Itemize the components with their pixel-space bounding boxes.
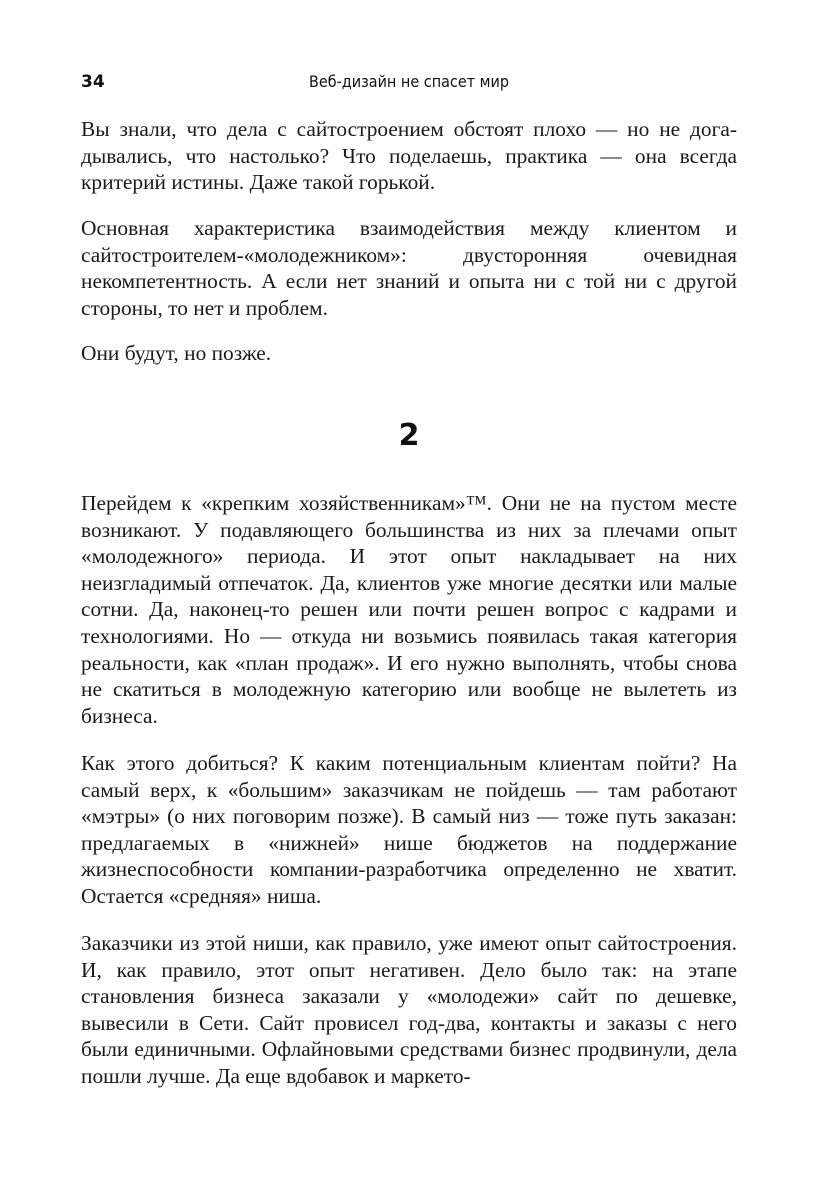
paragraph-3: Они будут, но позже. [81, 341, 272, 365]
paragraph-1: Вы знали, что дела с сайтостроением обстоят плохо — но не догадывались, что настолько? Что поделаешь, практика — она всегда критерий истины. Даже такой горькой. [81, 117, 737, 195]
book-title: Веб-дизайн не спасет мир [308, 72, 510, 91]
chapter-number: 2 [398, 418, 420, 453]
paragraph-6: Заказчики из этой ниши, как правило, уже имеют опыт сайтостроения. И, как правило, этот опыт негативен. Дело было так: на этапе становления бизнеса заказали у «молодежи» сайт по дешевке, вывесили в Сети. Сайт провисел год-два, контакты и заказы с него были единичными. Офлайновыми средствами бизнес продвинули, дела пошли лучше. Да еще вдобавок и маркето- [81, 931, 737, 1088]
paragraph-5: Как этого добиться? К каким потенциальным клиентам пойти? На самый верх, к «большим» заказчикам не пойдешь — там работают «мэтры» (о них поговорим позже). В самый низ — тоже путь заказан: предлагаемых в «нижней» нише бюджетов на поддержание жизнеспособности компании-разработчика определенно не хватит. Остается «средняя» ниша. [81, 751, 737, 908]
running-head [81, 72, 737, 96]
page-number: 34 [81, 72, 105, 92]
paragraph-4: Перейдем к «крепким хозяйственникам»™. Они не на пустом месте возникают. У подавляющего большинства из них за плечами опыт «молодежного» периода. И этот опыт накладывает на них неизгладимый отпечаток. Да, клиентов уже многие десятки или малые сотни. Да, наконец-то решен или почти решен вопрос с кадрами и технологиями. Но — откуда ни возьмись появилась такая категория реальности, как «план продаж». И его нужно выполнять, чтобы снова не скатиться в молодежную категорию или вообще не вылететь из бизнеса. [81, 491, 737, 728]
paragraph-2: Основная характеристика взаимодействия между клиентом и сайтостроителем-«молодежником»: двусторонняя очевидная некомпетентность. А если нет знаний и опыта ни с той ни с другой стороны, то нет и проблем. [81, 216, 737, 320]
